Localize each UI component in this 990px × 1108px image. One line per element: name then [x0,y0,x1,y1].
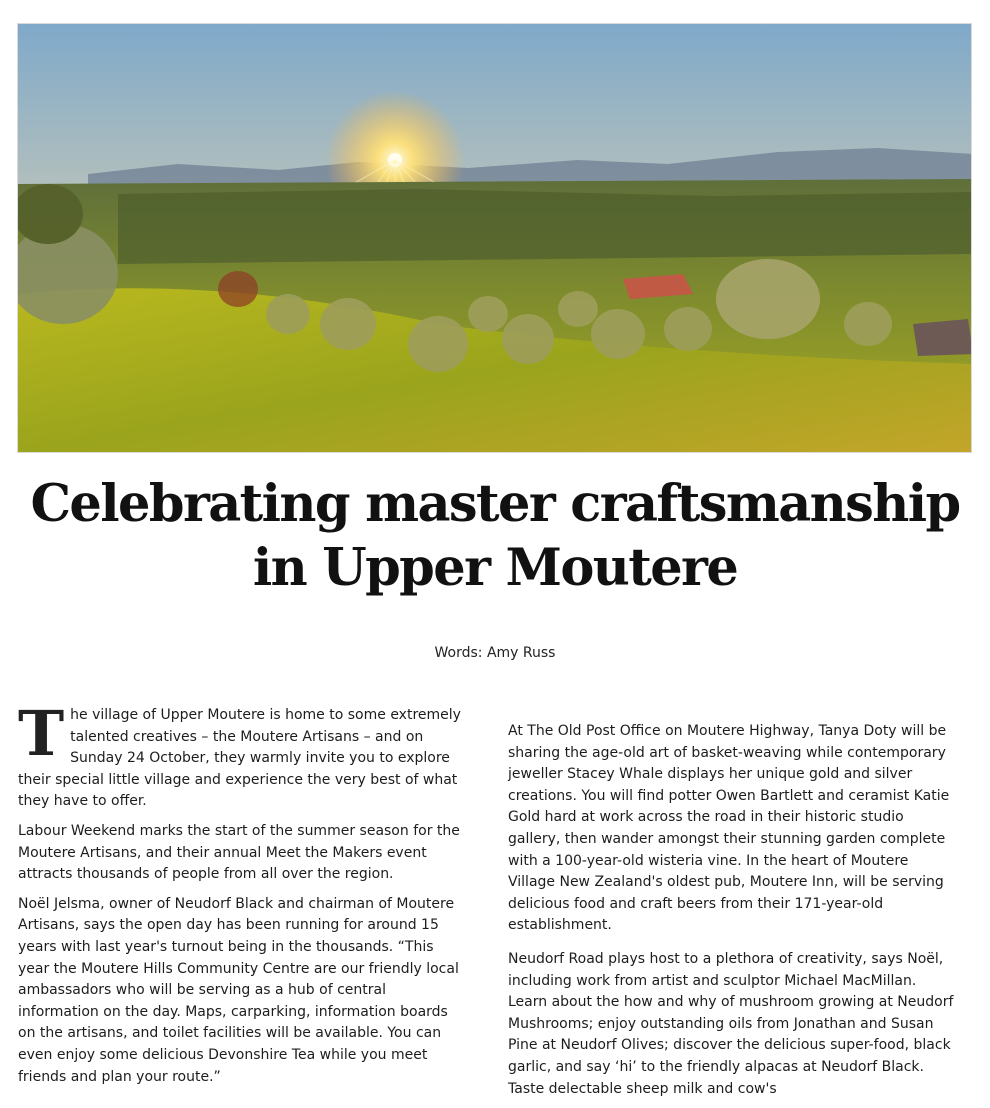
hero-photo [17,23,972,453]
article-column-right [508,721,958,1108]
paragraph-noel-jelsma: Noël Jelsma, owner of Neudorf Black and chairman of Moutere Artisans, says the open day has been running for around 15 years with last year's turnout being in the thousands. “This year the Moutere Hills Community Centre are our friendly local ambassadors who will be serving as a hub of central information on the day. Maps, carparking, information boards on the artisans, and toilet facilities will be available. You can even enjoy some delicious Devonshire Tea while you meet friends and plan your route.” [18,895,459,1085]
article-headline [0,472,990,600]
landscape-sunset-image [18,24,972,453]
article-column-left [18,697,468,1096]
intro-text: he village of Upper Moutere is home to some extremely talented creatives – the Moutere Artisans – and on Sunday 24 October, they warmly invite you to explore their special little village and experience the very best of what they have to offer. [18,707,461,810]
intro-paragraph [18,697,468,813]
dropcap: T [18,697,65,770]
byline: Words: Amy Russ [434,645,556,661]
headline-line-2: in Upper Moutere [252,538,738,598]
headline-line-1: Celebrating master craftsmanship [30,474,960,534]
paragraph-old-post-office: At The Old Post Office on Moutere Highway, Tanya Doty will be sharing the age-old art of basket-weaving while contemporary jeweller Stacey Whale displays her unique gold and silver creations. You will find potter Owen Bartlett and ceramist Katie Gold hard at work across the road in their historic studio gallery, then wander amongst their stunning garden complete with a 100-year-old wisteria vine. In the heart of Moutere Village New Zealand's oldest pub, Moutere Inn, will be serving delicious food and craft beers from their 171-year-old establishment. [508,723,950,934]
paragraph-neudorf-road: Neudorf Road plays host to a plethora of creativity, says Noël, including work from artist and sculptor Michael MacMillan. Learn about the how and why of mushroom growing at Neudorf Mushrooms; enjoy outstanding oils from Jonathan and Susan Pine at Neudorf Olives; discover the delicious super-food, black garlic, and say ‘hi’ to the friendly alpacas at Neudorf Black. Taste delectable sheep milk and cow's [508,950,954,1097]
paragraph-labour-weekend: Labour Weekend marks the start of the summer season for the Moutere Artisans, and their annual Meet the Makers event attracts thousands of people from all over the region. [18,822,460,883]
